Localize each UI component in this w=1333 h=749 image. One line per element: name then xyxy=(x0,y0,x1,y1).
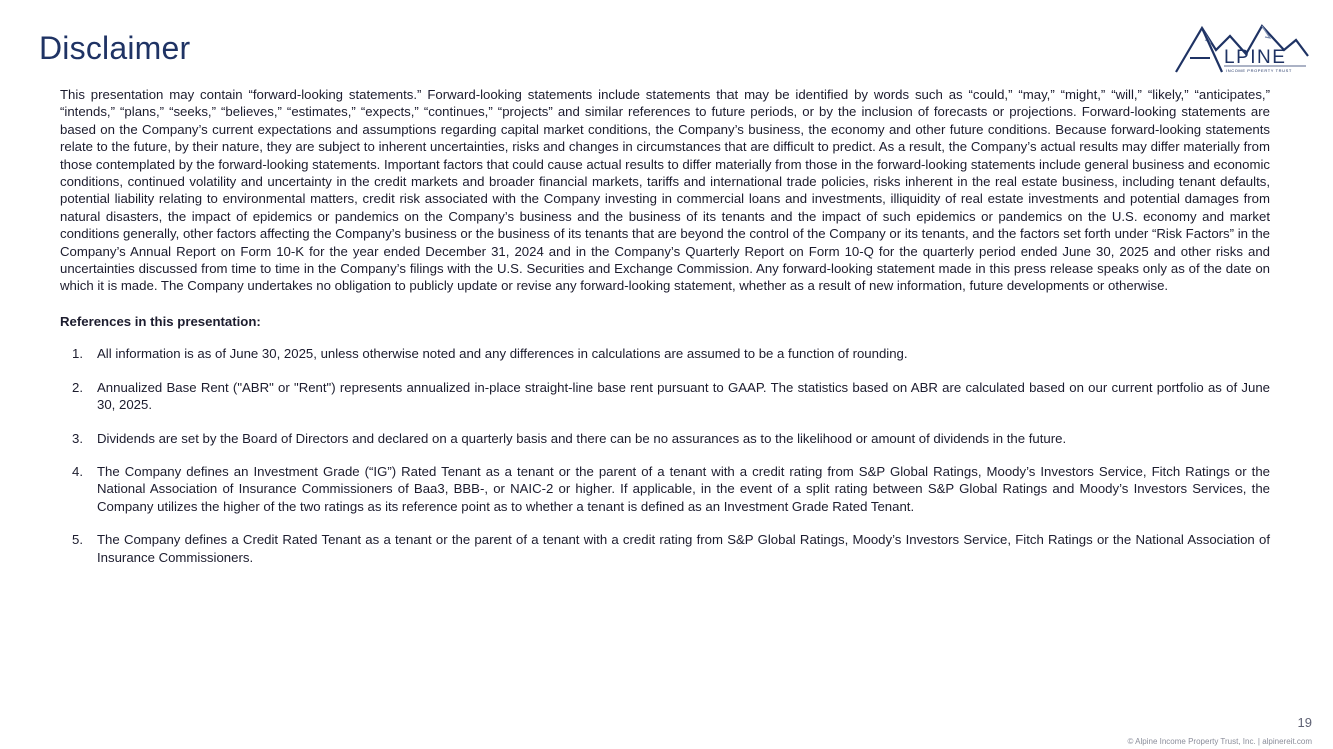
mountain-logo-icon xyxy=(1172,20,1310,76)
references-list xyxy=(60,345,1270,566)
reference-text: The Company defines an Investment Grade (“IG”) Rated Tenant as a tenant or the parent of a tenant with a credit rating from S&P Global Ratings, Moody’s Investors Service, Fitch Ratings or the National Association of Insurance Commissioners of Baa3, BBB-, or NAIC-2 or higher. If applicable, in the event of a split rating between S&P Global Ratings and Moody’s Investors Services, the Company utilizes the higher of the two ratings as its reference point as to whether a tenant is defined as an Investment Grade Rated Tenant. xyxy=(97,463,1270,514)
reference-item xyxy=(60,531,1270,566)
references-heading: References in this presentation: xyxy=(60,313,261,329)
reference-item xyxy=(60,379,1270,414)
reference-item xyxy=(60,345,1270,362)
reference-text: Annualized Base Rent ("ABR" or "Rent") represents annualized in-place straight-line base rent pursuant to GAAP. The statistics based on ABR are calculated based on our current portfolio as of June 30, 2025. xyxy=(97,379,1270,413)
reference-number: 2. xyxy=(72,379,83,395)
reference-number: 1. xyxy=(72,346,83,362)
footer-copyright: © Alpine Income Property Trust, Inc. | alpinereit.com xyxy=(1127,737,1312,746)
logo-tagline: INCOME PROPERTY TRUST xyxy=(1226,68,1292,73)
reference-number: 4. xyxy=(72,463,83,479)
reference-item xyxy=(60,430,1270,447)
reference-text: All information is as of June 30, 2025, unless otherwise noted and any differences in calculations are assumed to be a function of rounding. xyxy=(97,346,908,362)
reference-number: 3. xyxy=(72,430,83,446)
company-logo xyxy=(1172,20,1310,76)
disclaimer-paragraph: This presentation may contain “forward-looking statements.” Forward-looking statements include statements that may be identified by words such as “could,” “may,” “might,” “will,” “likely,” “anticipates,” “intends,” “plans,” “seeks,” “believes,” “estimates,” “expects,” “continues,” “projects” and similar references to future periods, or by the inclusion of forecasts or projections. Forward-looking statements are based on the Company’s current expectations and assumptions regarding capital market conditions, the Company’s business, the economy and other future conditions. Because forward-looking statements relate to the future, by their nature, they are subject to inherent uncertainties, risks and changes in circumstances that are difficult to predict. As a result, the Company’s actual results may differ materially from those contemplated by the forward-looking statements. Important factors that could cause actual results to differ materially from those in the forward-looking statements include general business and economic conditions, continued volatility and uncertainty in the credit markets and broader financial markets, tariffs and international trade policies, risks inherent in the real estate business, including tenant defaults, potential liability relating to environmental matters, credit risk associated with the Company investing in commercial loans and investments, illiquidity of real estate investments and potential damages from natural disasters, the impact of epidemics or pandemics on the Company’s business and the business of its tenants and the impact of such epidemics or pandemics on the U.S. economy and market conditions generally, other factors affecting the Company’s business or the business of its tenants that are beyond the control of the Company or its tenants, and the factors set forth under “Risk Factors” in the Company’s Annual Report on Form 10-K for the year ended December 31, 2024 and in the Company’s Quarterly Report on Form 10-Q for the quarterly period ended June 30, 2025 and other risks and uncertainties discussed from time to time in the Company’s filings with the U.S. Securities and Exchange Commission. Any forward-looking statement made in this press release speaks only as of the date on which it is made. The Company undertakes no obligation to publicly update or revise any forward-looking statement, whether as a result of new information, future developments or otherwise. xyxy=(60,87,1270,294)
reference-text: The Company defines a Credit Rated Tenant as a tenant or the parent of a tenant with a credit rating from S&P Global Ratings, Moody’s Investors Service, Fitch Ratings or the National Association of Insurance Commissioners. xyxy=(97,532,1270,565)
reference-item xyxy=(60,463,1270,515)
page-number: 19 xyxy=(1297,715,1312,730)
logo-wordmark: LPINE xyxy=(1224,47,1287,68)
reference-number: 5. xyxy=(72,532,83,548)
reference-text: Dividends are set by the Board of Directors and declared on a quarterly basis and there can be no assurances as to the likelihood or amount of dividends in the future. xyxy=(97,430,1067,446)
disclaimer-content xyxy=(60,86,1270,582)
page-title: Disclaimer xyxy=(39,30,191,66)
